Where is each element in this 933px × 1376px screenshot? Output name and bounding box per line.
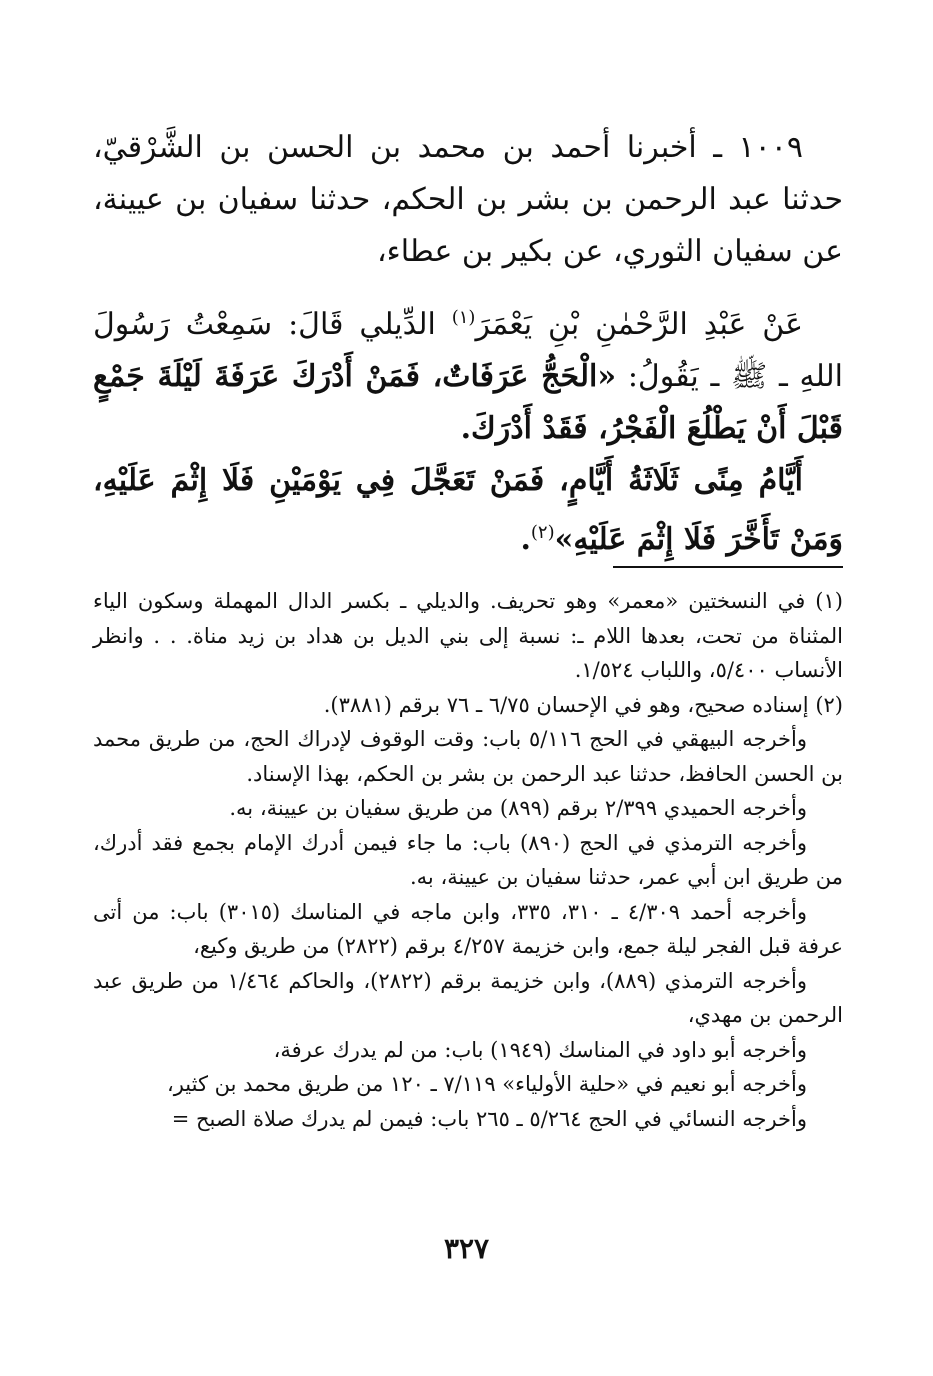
footnote-divider [613, 566, 843, 568]
footnote-2-paragraph: وأخرجه النسائي في الحج ٥/٢٦٤ ـ ٢٦٥ باب: فيمن لم يدرك صلاة الصبح = [171, 1106, 807, 1131]
hadith-matn [93, 292, 843, 455]
verse-text: أَيَّامُ مِنًى ثَلَاثَةُ أَيَّامٍ، فَمَنْ تَعَجَّلَ فِي يَوْمَيْنِ فَلَا إِثْمَ عَلَيْهِ، وَمَنْ تَأَخَّرَ فَلَا إِثْمَ عَلَيْهِ» [93, 463, 843, 557]
hadith-isnad: ١٠٠٩ ـ أخبرنا أحمد بن محمد بن الحسن بن الشَّرْقيّ، حدثنا عبد الرحمن بن بشر بن الحكم، حدثنا سفيان بن عيينة، عن سفيان الثوري، عن بكير بن عطاء، [93, 130, 843, 269]
footnote-2-paragraph: وأخرجه أبو نعيم في «حلية الأولياء» ٧/١١٩ ـ ١٢٠ من طريق محمد بن كثير، [166, 1072, 807, 1096]
main-text [93, 122, 843, 566]
footnote-2-paragraph: وأخرجه البيهقي في الحج ٥/١١٦ باب: وقت الوقوف لإدراك الحج، من طريق محمد بن الحسن الحافظ، حدثنا عبد الرحمن بن بشر بن الحكم، بهذا الإسناد. [93, 727, 843, 786]
footnote-ref-2[interactable]: (٢) [530, 522, 555, 543]
verse-end-mark: . [520, 522, 531, 557]
matn-narration: الدِّيلي قَالَ: سَمِعْتُ رَسُولَ اللهِ ـ ﷺ ـ يَقُولُ: [93, 307, 844, 394]
footnote-2-paragraph: وأخرجه الترمذي في الحج (٨٩٠) باب: ما جاء فيمن أدرك الإمام بجمع فقد أدرك، من طريق ابن أبي عمر، حدثنا سفيان بن عيينة، به. [93, 830, 843, 889]
footnote-1: (١) في النسختين «معمر» وهو تحريف. والديلي ـ بكسر الدال المهملة وسكون الياء المثناة من تحت، بعدها اللام ـ: نسبة إلى بني الديل بن هداد بن زيد مناة. . . وانظر الأنساب ٥/٤٠٠، واللباب ١/٥٢٤. [93, 589, 843, 682]
footnotes [93, 584, 843, 1136]
footnote-2-paragraph: وأخرجه أبو داود في المناسك (١٩٤٩) باب: من لم يدرك عرفة، [273, 1037, 807, 1062]
matn-intro: عَنْ عَبْدِ الرَّحْمٰنِ بْنِ يَعْمَرَ [475, 307, 803, 342]
footnote-ref-1[interactable]: (١) [451, 307, 476, 328]
hadith-text: «الْحَجُّ عَرَفَاتٌ، فَمَنْ أَدْرَكَ عَرَفَةَ لَيْلَةَ جَمْعٍ قَبْلَ أَنْ يَطْلُعَ الْفَجْرُ، فَقَدْ أَدْرَكَ. [93, 359, 843, 446]
page-number: ٣٢٧ [443, 1232, 490, 1265]
footnote-2-paragraph: وأخرجه الترمذي (٨٨٩)، وابن خزيمة برقم (٢٨٢٢)، والحاكم ١/٤٦٤ من طريق عبد الرحمن بن مهدي، [93, 968, 843, 1027]
hadith-verse [93, 455, 843, 566]
footnote-2-paragraph: وأخرجه أحمد ٤/٣٠٩ ـ ٣١٠، ٣٣٥، وابن ماجه في المناسك (٣٠١٥) باب: من أتى عرفة قبل الفجر ليلة جمع، وابن خزيمة ٤/٢٥٧ برقم (٢٨٢٢) من طريق وكيع، [93, 899, 843, 958]
footnote-2-head: (٢) إسناده صحيح، وهو في الإحسان ٦/٧٥ ـ ٧٦ برقم (٣٨٨١). [323, 692, 843, 717]
footnote-2-paragraph: وأخرجه الحميدي ٢/٣٩٩ برقم (٨٩٩) من طريق سفيان بن عيينة، به. [229, 796, 807, 820]
